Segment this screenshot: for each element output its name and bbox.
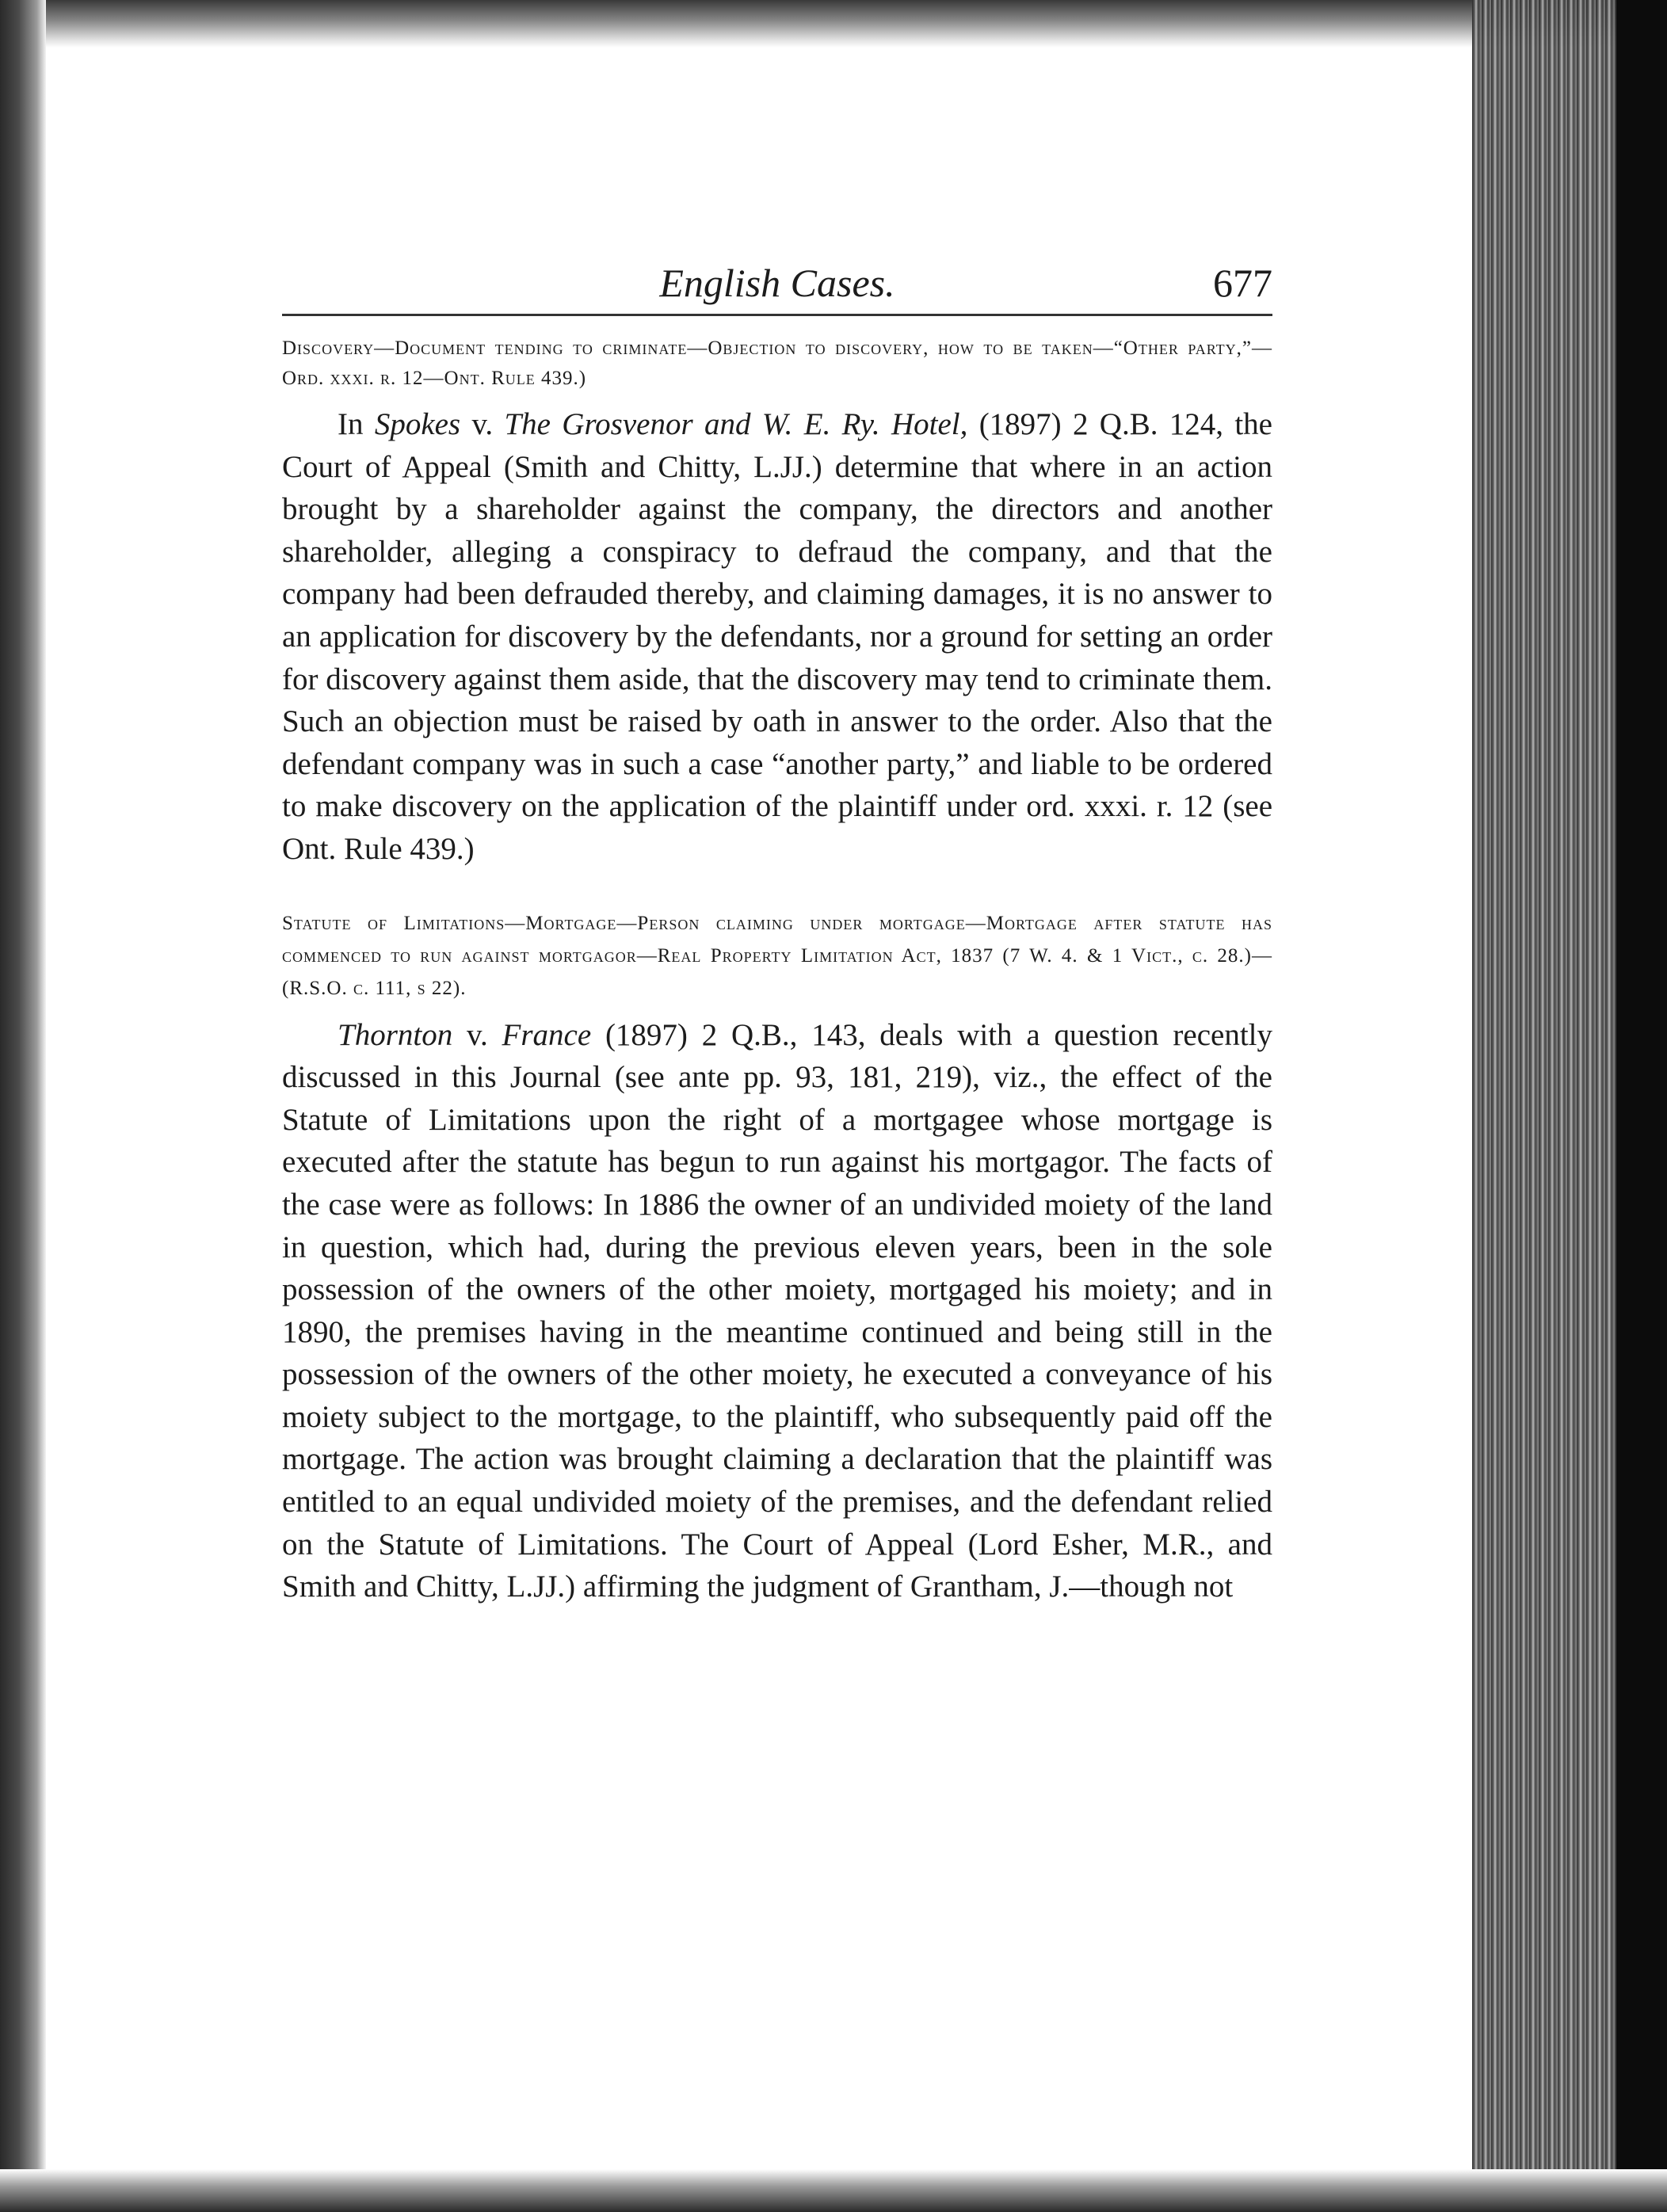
- versus: v.: [452, 1017, 502, 1052]
- paragraph-thornton-case: [282, 1014, 1272, 1608]
- paragraph-spokes-case: [282, 403, 1272, 871]
- para-lead: In: [338, 407, 375, 441]
- case-name-plaintiff: Spokes: [374, 407, 461, 441]
- case-name-defendant: France: [502, 1017, 592, 1052]
- versus: v.: [460, 407, 505, 441]
- scan-edge-bottom: [0, 2169, 1667, 2212]
- scan-edge-top: [0, 0, 1667, 48]
- case-name-plaintiff: Thornton: [338, 1017, 453, 1052]
- headnote-limitations: Statute of Limitations—Mortgage—Person claiming under mortgage—Mortgage after statute has commenced to run against mortgagor—Real Property Limitation Act, 1837 (7 W. 4. & 1 Vict., c. 28.)—(R.S.O. c. 111, s 22).: [282, 912, 1272, 999]
- case-name-defendant: The Grosvenor and W. E. Ry. Hotel,: [504, 407, 968, 441]
- book-page: [282, 254, 1272, 1608]
- paragraph-body: (1897) 2 Q.B., 143, deals with a question recently discussed in this Journal (see ante pp. 93, 181, 219), viz., the effect of the Statute of Limitations upon the right of a mortgagee whose mortgage is executed after the statute has begun to run against his mortgagor. The facts of the case were as follows: In 1886 the owner of an undivided moiety of the land in question, which had, during the previous eleven years, been in the sole possession of the owners of the other moiety, mortgaged his moiety; and in 1890, the premises having in the meantime continued and being still in the possession of the owners of the other moiety, he executed a conveyance of his moiety subject to the mortgage, to the plaintiff, who subsequently paid off the mortgage. The action was brought claiming a declaration that the plaintiff was entitled to an equal undivided moiety of the premises, and the defendant relied on the Statute of Limitations. The Court of Appeal (Lord Esher, M.R., and Smith and Chitty, L.JJ.) affirming the judgment of Grantham, J.—though not: [282, 1017, 1272, 1604]
- page-number: 677: [1213, 261, 1272, 305]
- scan-edge-left: [0, 0, 46, 2212]
- running-title: English Cases.: [659, 261, 895, 305]
- scan-edge-right-dark: [1616, 0, 1667, 2212]
- headnote-discovery: Discovery—Document tending to criminate—Objection to discovery, how to be taken—“Other party,”—Ord. xxxi. r. 12—Ont. Rule 439.): [282, 338, 1272, 389]
- paragraph-body: (1897) 2 Q.B. 124, the Court of Appeal (Smith and Chitty, L.JJ.) determine that where in an action brought by a shareholder against the company, the directors and another shareholder, alleging a conspiracy to defraud the company, and that the company had been defrauded thereby, and claiming damages, it is no answer to an application for discovery by the defendants, nor a ground for setting an order for discovery against them aside, that the discovery may tend to criminate them. Such an objection must be raised by oath in answer to the order. Also that the defendant company was in such a case “another party,” and liable to be ordered to make discovery on the application of the plaintiff under ord. xxxi. r. 12 (see Ont. Rule 439.): [282, 407, 1272, 866]
- page-header: [282, 254, 1272, 316]
